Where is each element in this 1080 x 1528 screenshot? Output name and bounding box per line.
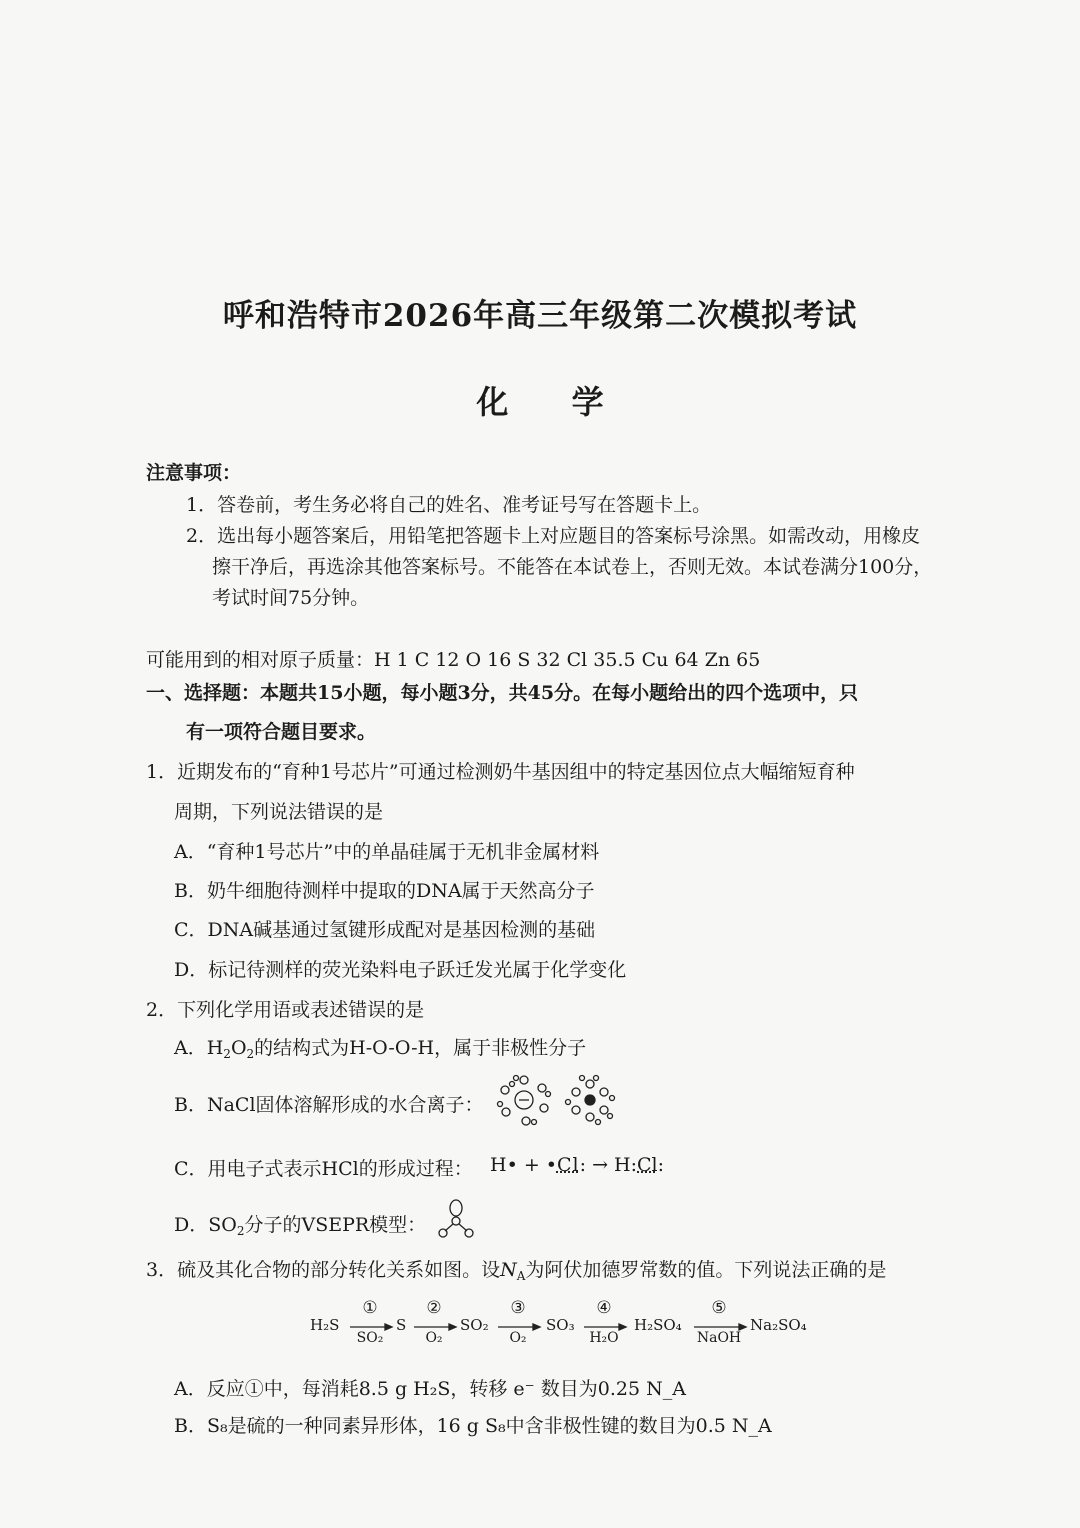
- scheme-step: ③: [510, 1298, 526, 1318]
- q2-option-b: B．NaCl固体溶解形成的水合离子：: [174, 1094, 484, 1116]
- q3-option-a: A．反应①中，每消耗8.5 g H₂S，转移 e⁻ 数目为0.25 N_A: [174, 1378, 686, 1400]
- notice-item-1: 1．答卷前，考生务必将自己的姓名、准考证号写在答题卡上。: [186, 494, 712, 516]
- hcl-electron-formula: H• + •Cl: → H:Cl:: [490, 1154, 665, 1176]
- scheme-node: H₂SO₄: [634, 1316, 682, 1334]
- q1-stem-line-2: 周期，下列说法错误的是: [174, 801, 384, 823]
- scheme-step: ①: [362, 1298, 378, 1318]
- q2-option-d: D．$SO_2$分子的VSEPR模型：: [174, 1214, 427, 1238]
- q1-option-b: B．奶牛细胞待测样中提取的DNA属于天然高分子: [174, 880, 595, 902]
- scheme-reagent: O₂: [509, 1330, 527, 1346]
- q3-stem: 3．硫及其化合物的部分转化关系如图。设$N_A$为阿伏加德罗常数的值。下列说法正确的是: [146, 1259, 887, 1283]
- exam-title: 呼和浩特市2026年高三年级第二次模拟考试: [222, 298, 858, 334]
- q2-option-c: C．用电子式表示HCl的形成过程：: [174, 1158, 473, 1180]
- q3-option-b: B．S₈是硫的一种同素异形体，16 g S₈中含非极性键的数目为0.5 N_A: [174, 1415, 772, 1437]
- sulfur-conversion-scheme: [300, 1298, 820, 1354]
- scheme-reagent: H₂O: [589, 1330, 619, 1346]
- subject-title: 化 学: [476, 383, 630, 421]
- notice-item-2-line-1: 2．选出每小题答案后，用铅笔把答题卡上对应题目的答案标号涂黑。如需改动，用橡皮: [186, 525, 921, 547]
- scheme-step: ②: [426, 1298, 442, 1318]
- scheme-arrows: [300, 1298, 820, 1354]
- scheme-node: SO₂: [460, 1316, 489, 1334]
- section-1-heading-cont: 有一项符合题目要求。: [186, 721, 377, 743]
- atomic-masses: 可能用到的相对原子质量：H 1 C 12 O 16 S 32 Cl 35.5 Cu 64 Zn 65: [146, 649, 761, 671]
- hydrated-chloride-icon: [498, 1076, 551, 1126]
- q1-option-d: D．标记待测样的荧光染料电子跃迁发光属于化学变化: [174, 959, 627, 981]
- scheme-reagent: NaOH: [696, 1330, 742, 1346]
- q1-stem-line-1: 1．近期发布的“育种1号芯片”可通过检测奶牛基因组中的特定基因位点大幅缩短育种: [146, 761, 855, 783]
- scheme-node: Na₂SO₄: [750, 1316, 807, 1334]
- notice-heading: 注意事项：: [146, 462, 242, 484]
- q1-option-a: A．“育种1号芯片”中的单晶硅属于无机非金属材料: [174, 841, 600, 863]
- scheme-node: S: [396, 1316, 407, 1334]
- scheme-node: SO₃: [546, 1316, 575, 1334]
- scheme-step: ④: [596, 1298, 612, 1318]
- hydrated-sodium-icon: [566, 1076, 615, 1125]
- q2-stem: 2．下列化学用语或表述错误的是: [146, 999, 425, 1021]
- q1-option-c: C．DNA碱基通过氢键形成配对是基因检测的基础: [174, 919, 596, 941]
- section-1-heading: 一、选择题：本题共15小题，每小题3分，共45分。在每小题给出的四个选项中，只: [146, 682, 859, 704]
- notice-item-2-line-2: 擦干净后，再选涂其他答案标号。不能答在本试卷上，否则无效。本试卷满分100分，: [212, 556, 933, 578]
- notice-item-2-line-3: 考试时间75分钟。: [212, 587, 370, 609]
- scheme-step: ⑤: [711, 1298, 727, 1318]
- scheme-reagent: O₂: [425, 1330, 443, 1346]
- hydrated-ion-diagram: [496, 1072, 626, 1128]
- scheme-node: H₂S: [310, 1316, 340, 1334]
- q2-option-a: A．$H_2O_2$的结构式为H-O-O-H，属于非极性分子: [174, 1037, 587, 1061]
- scheme-reagent: SO₂: [356, 1330, 384, 1346]
- vsepr-model-icon: [436, 1198, 478, 1240]
